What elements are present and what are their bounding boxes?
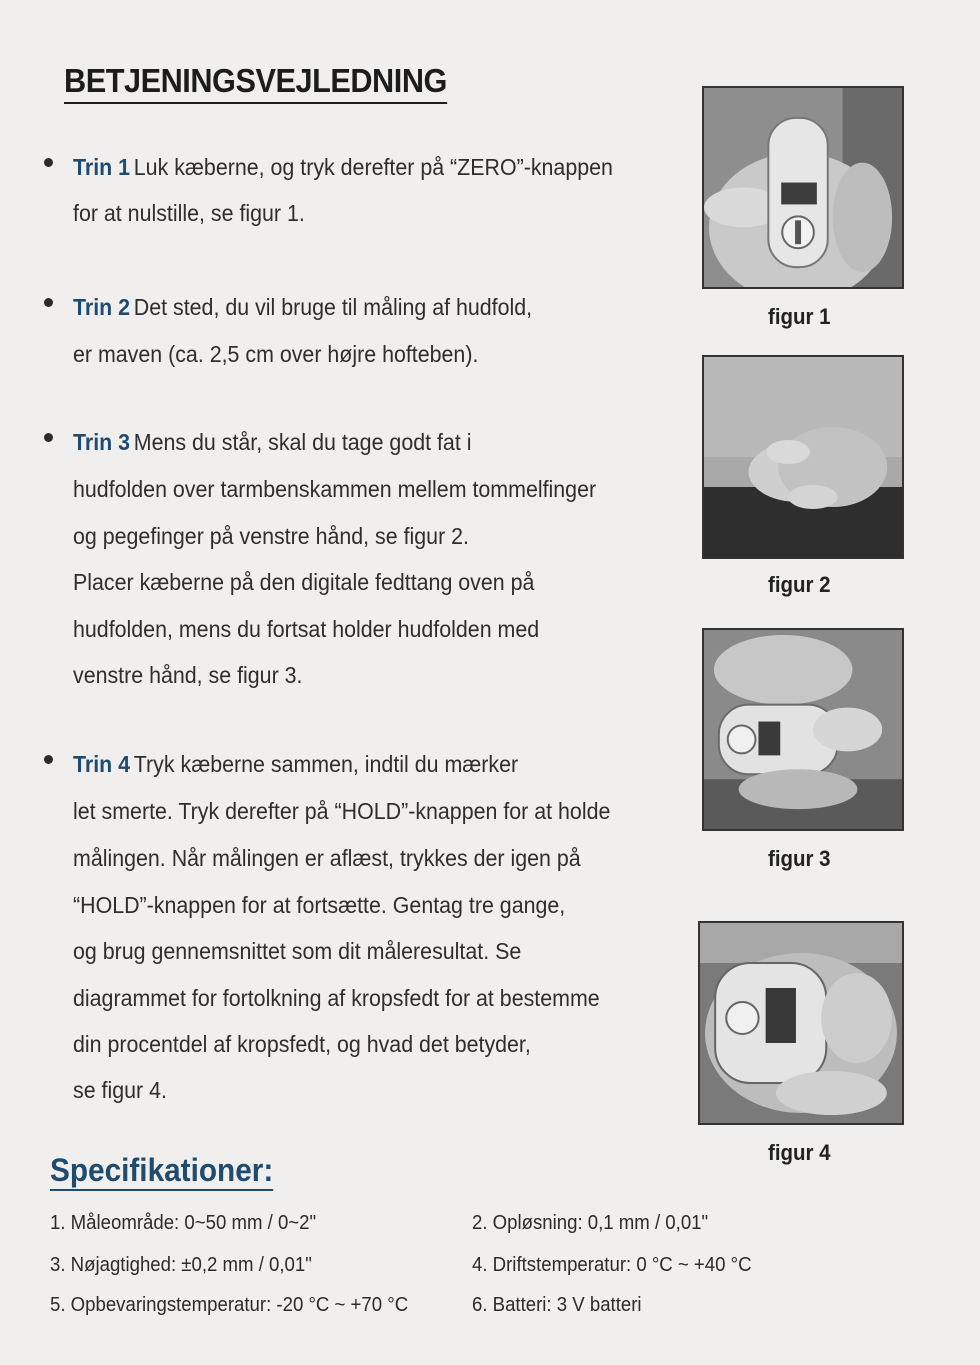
step-text: Luk kæberne, og tryk derefter på “ZERO”-knappen: [133, 154, 613, 180]
page-title: BETJENINGSVEJLEDNING: [64, 62, 447, 104]
step-line: se figur 4.: [73, 1077, 167, 1103]
step-line: venstre hånd, se figur 3.: [73, 662, 303, 688]
figure-1-caption: figur 1: [768, 304, 831, 329]
caliper-reading-photo-icon: [700, 923, 902, 1123]
step-line: [73, 419, 471, 466]
step-line: [73, 144, 613, 191]
step-line: for at nulstille, se figur 1.: [73, 200, 305, 226]
spec-item: 4. Driftstemperatur: 0 °C ~ +40 °C: [472, 1254, 752, 1276]
spec-item: 3. Nøjagtighed: ±0,2 mm / 0,01": [50, 1254, 312, 1276]
step-line: målingen. Når målingen er aflæst, trykkes der igen på: [73, 845, 581, 871]
step-line: let smerte. Tryk derefter på “HOLD”-knappen for at holde: [73, 798, 611, 824]
figure-1-photo: [702, 86, 904, 289]
spec-item: 6. Batteri: 3 V batteri: [472, 1294, 642, 1316]
spec-item: 2. Opløsning: 0,1 mm / 0,01": [472, 1212, 709, 1234]
bullet-icon: [44, 298, 53, 307]
bullet-icon: [44, 158, 53, 167]
step-label: Trin 1: [73, 154, 131, 180]
figure-4-photo: [698, 921, 904, 1125]
step-line: og pegefinger på venstre hånd, se figur 2.: [73, 523, 469, 549]
step-label: Trin 3: [73, 429, 131, 455]
figure-2-caption: figur 2: [768, 572, 831, 597]
step-line: [73, 284, 532, 331]
step-line: “HOLD”-knappen for at fortsætte. Gentag tre gange,: [73, 892, 566, 918]
step-label: Trin 2: [73, 294, 131, 320]
step-label: Trin 4: [73, 751, 131, 777]
figure-3-caption: figur 3: [768, 846, 831, 871]
step-line: hudfolden, mens du fortsat holder hudfolden med: [73, 616, 540, 642]
step-line: hudfolden over tarmbenskammen mellem tommelfinger: [73, 476, 597, 502]
step-line: er maven (ca. 2,5 cm over højre hofteben).: [73, 341, 479, 367]
step-line: [73, 741, 518, 788]
figure-2-photo: [702, 355, 904, 559]
step-line: og brug gennemsnittet som dit måleresultat. Se: [73, 938, 522, 964]
step-text: Mens du står, skal du tage godt fat i: [133, 429, 472, 455]
spec-item: 5. Opbevaringstemperatur: -20 °C ~ +70 °C: [50, 1294, 409, 1316]
specifications-heading: Specifikationer:: [50, 1152, 273, 1191]
bullet-icon: [44, 755, 53, 764]
caliper-photo-icon: [704, 88, 902, 287]
step-line: Placer kæberne på den digitale fedttang oven på: [73, 569, 535, 595]
bullet-icon: [44, 433, 53, 442]
skinfold-photo-icon: [704, 357, 902, 557]
step-line: diagrammet for fortolkning af kropsfedt for at bestemme: [73, 985, 600, 1011]
step-text: Tryk kæberne sammen, indtil du mærker: [133, 751, 519, 777]
step-text: Det sted, du vil bruge til måling af hudfold,: [133, 294, 533, 320]
step-line: din procentdel af kropsfedt, og hvad det betyder,: [73, 1031, 531, 1057]
spec-item: 1. Måleområde: 0~50 mm / 0~2": [50, 1212, 317, 1234]
figure-3-photo: [702, 628, 904, 831]
figure-4-caption: figur 4: [768, 1140, 831, 1165]
caliper-measuring-photo-icon: [704, 630, 902, 829]
